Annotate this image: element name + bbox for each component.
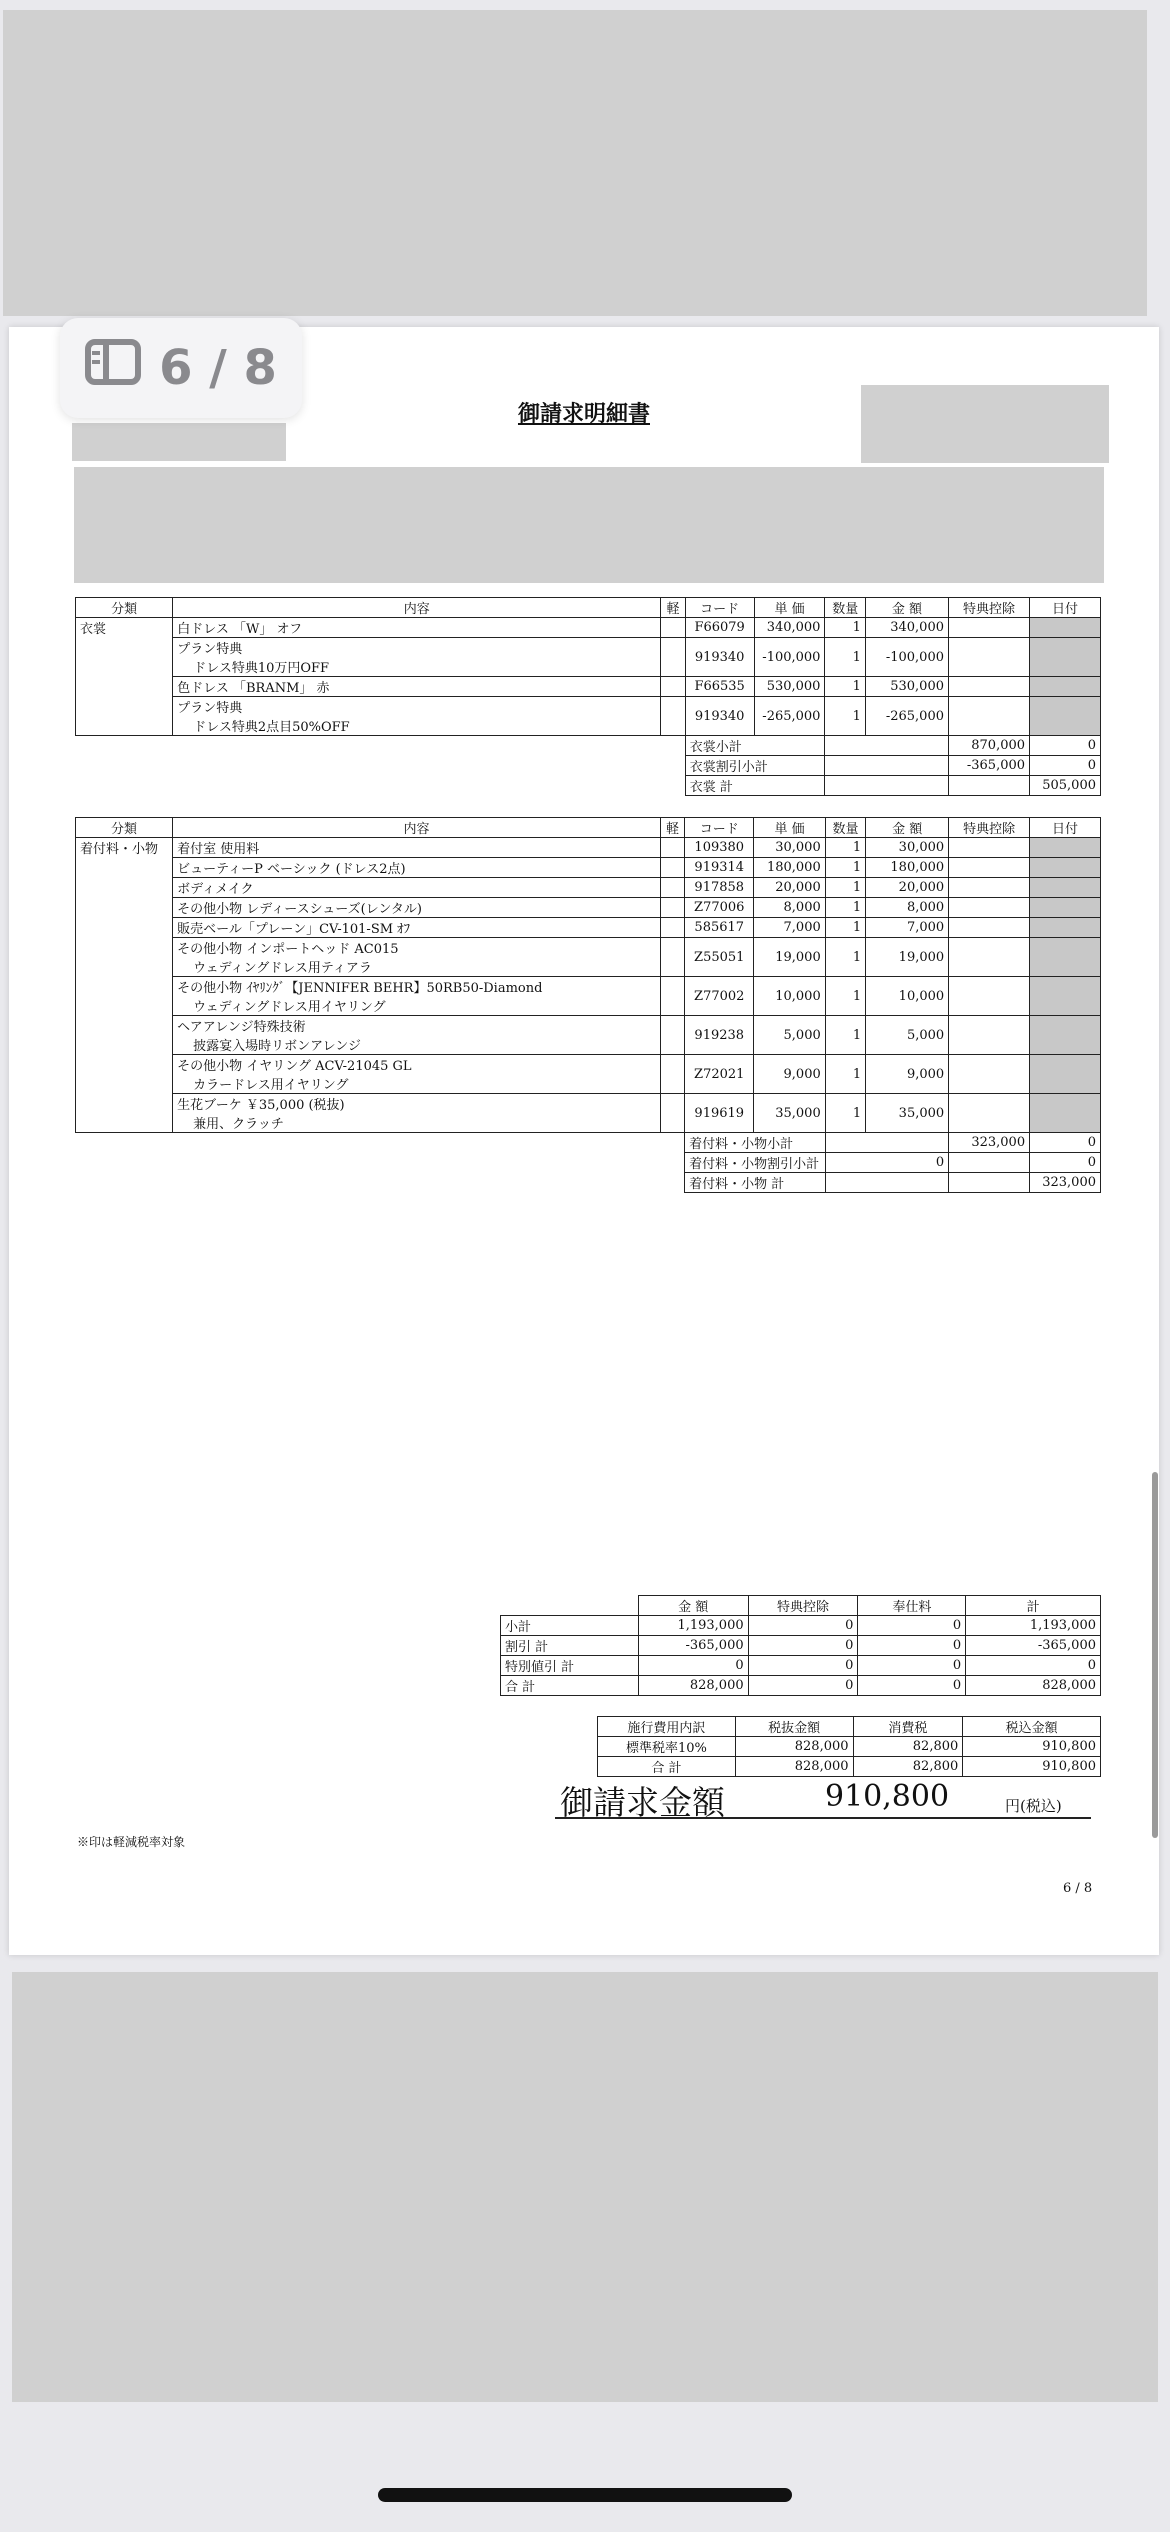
summary-mid	[825, 1133, 948, 1153]
summary-deduction: 323,000	[1030, 1173, 1101, 1193]
deduction-cell	[949, 1094, 1030, 1133]
table-header-row	[76, 598, 1101, 618]
content-cell	[173, 697, 661, 736]
summary-label: 着付料・小物割引小計	[685, 1153, 826, 1173]
column-header: 計	[966, 1596, 1101, 1616]
summary-mid	[825, 756, 949, 776]
date-cell	[1030, 977, 1101, 1016]
deduction-cell	[949, 697, 1030, 736]
summary-mid	[825, 736, 949, 756]
price-cell: 10,000	[754, 977, 825, 1016]
code-cell: 919619	[685, 1094, 754, 1133]
table-header-row	[76, 818, 1101, 838]
content-cell	[173, 898, 661, 918]
column-header: コード	[685, 598, 754, 618]
price-cell: -265,000	[754, 697, 825, 736]
summary-amount: 870,000	[949, 736, 1030, 756]
qty-cell: 1	[825, 977, 865, 1016]
value-cell: 0	[638, 1656, 748, 1676]
value-cell: 828,000	[735, 1737, 853, 1757]
reduced-tax-cell	[660, 858, 684, 878]
summary-mid	[825, 776, 949, 796]
column-header: 単 価	[754, 818, 825, 838]
item-name: ビューティーP ベーシック (ドレス2点)	[177, 862, 406, 877]
reduced-tax-cell	[660, 898, 684, 918]
table-row	[76, 697, 1101, 736]
table-row	[598, 1757, 1101, 1777]
date-cell	[1030, 898, 1101, 918]
value-cell: 0	[748, 1636, 858, 1656]
date-cell	[1030, 618, 1101, 638]
table-row	[76, 1055, 1101, 1094]
table-row	[76, 858, 1101, 878]
costume-table	[75, 597, 1101, 796]
reduced-tax-cell	[661, 697, 685, 736]
price-cell: 9,000	[754, 1055, 825, 1094]
content-cell	[173, 618, 661, 638]
value-cell: 1,193,000	[966, 1616, 1101, 1636]
value-cell: 0	[858, 1616, 966, 1636]
column-header: 内容	[173, 818, 661, 838]
item-name: 販売ベール「プレーン」CV-101-SM ｵﾌ	[177, 922, 411, 937]
code-cell: 917858	[685, 878, 754, 898]
reduced-tax-cell	[661, 618, 685, 638]
item-name: ヘアアレンジ特殊技術	[177, 1020, 306, 1035]
grand-total-amount: 910,800	[825, 1779, 950, 1814]
summary-spacer	[76, 756, 686, 776]
code-cell: 919340	[685, 638, 754, 677]
item-name: 生花ブーケ ￥35,000 (税抜)	[177, 1098, 345, 1113]
summary-row	[76, 1133, 1101, 1153]
summary-spacer	[76, 776, 686, 796]
table-row	[501, 1636, 1101, 1656]
qty-cell: 1	[825, 697, 866, 736]
table-row	[76, 977, 1101, 1016]
summary-row	[76, 1173, 1101, 1193]
table-row	[598, 1737, 1101, 1757]
column-header: 日付	[1030, 818, 1101, 838]
home-indicator[interactable]	[378, 2488, 792, 2502]
content-cell	[173, 1016, 661, 1055]
qty-cell: 1	[825, 838, 865, 858]
reduced-tax-cell	[661, 638, 685, 677]
qty-cell: 1	[825, 898, 865, 918]
value-cell: 1,193,000	[638, 1616, 748, 1636]
value-cell: 910,800	[963, 1757, 1101, 1777]
deduction-cell	[949, 677, 1030, 697]
content-cell	[173, 638, 661, 677]
qty-cell: 1	[825, 1016, 865, 1055]
qty-cell: 1	[825, 1055, 865, 1094]
column-header: 単 価	[754, 598, 825, 618]
code-cell: Z72021	[685, 1055, 754, 1094]
category-cell: 着付料・小物	[76, 838, 173, 1133]
amount-cell: 10,000	[866, 977, 949, 1016]
column-header: 特典控除	[748, 1596, 858, 1616]
content-cell	[173, 858, 661, 878]
category-cell: 衣裳	[76, 618, 173, 736]
redacted-header-left	[72, 423, 286, 461]
summary-amount: 323,000	[949, 1133, 1030, 1153]
item-name: プラン特典	[177, 642, 243, 657]
content-cell	[173, 918, 661, 938]
summary-row	[76, 1153, 1101, 1173]
amount-cell: 530,000	[865, 677, 948, 697]
table-row	[76, 677, 1101, 697]
qty-cell: 1	[825, 938, 865, 977]
summary-spacer	[76, 1173, 685, 1193]
date-cell	[1030, 938, 1101, 977]
price-cell: 35,000	[754, 1094, 825, 1133]
column-header	[501, 1596, 639, 1616]
column-header: 特典控除	[949, 818, 1030, 838]
content-cell	[173, 677, 661, 697]
date-cell	[1030, 858, 1101, 878]
summary-label: 着付料・小物小計	[685, 1133, 826, 1153]
document-title: 御請求明細書	[517, 401, 650, 427]
date-cell	[1030, 878, 1101, 898]
grand-total-label: 御請求金額	[560, 1783, 725, 1822]
footnote: ※印は軽減税率対象	[77, 1835, 186, 1849]
value-cell: 82,800	[853, 1757, 963, 1777]
table-row	[76, 878, 1101, 898]
reduced-tax-cell	[660, 938, 684, 977]
price-cell: 7,000	[754, 918, 825, 938]
page-indicator-badge[interactable]	[60, 318, 302, 418]
row-label: 割引 計	[501, 1636, 639, 1656]
value-cell: 0	[748, 1616, 858, 1636]
summary-label: 着付料・小物 計	[685, 1173, 826, 1193]
content-cell	[173, 838, 661, 858]
redacted-top-area	[3, 10, 1147, 316]
item-name: 色ドレス 「BRANM」 赤	[177, 681, 330, 696]
summary-label: 衣裳 計	[685, 776, 825, 796]
item-detail: ウェディングドレス用ティアラ	[193, 961, 372, 976]
amount-cell: 9,000	[866, 1055, 949, 1094]
header-row	[501, 1596, 1101, 1616]
page-number: 6 / 8	[1063, 1881, 1093, 1896]
summary-deduction: 0	[1030, 1133, 1101, 1153]
value-cell: 0	[858, 1676, 966, 1696]
column-header: 軽	[660, 818, 684, 838]
item-detail: ウェディングドレス用イヤリング	[193, 1000, 386, 1015]
code-cell: Z77002	[685, 977, 754, 1016]
price-cell: 8,000	[754, 898, 825, 918]
table-row	[501, 1616, 1101, 1636]
column-header: 消費税	[853, 1717, 963, 1737]
code-cell: 109380	[685, 838, 754, 858]
row-label: 合 計	[501, 1676, 639, 1696]
content-cell	[173, 938, 661, 977]
amount-cell: -265,000	[865, 697, 948, 736]
column-header: 金 額	[638, 1596, 748, 1616]
summary-label: 衣裳小計	[685, 736, 825, 756]
column-header: 内容	[173, 598, 661, 618]
column-header: 金 額	[865, 598, 948, 618]
summary-amount	[949, 776, 1030, 796]
value-cell: 0	[858, 1656, 966, 1676]
table-row	[76, 1094, 1101, 1133]
item-name: その他小物 イヤリング ACV-21045 GL	[177, 1059, 412, 1074]
qty-cell: 1	[825, 677, 866, 697]
tax-breakdown-table	[597, 1716, 1101, 1777]
column-header: 分類	[76, 598, 173, 618]
price-cell: 530,000	[754, 677, 825, 697]
item-name: プラン特典	[177, 701, 243, 716]
summary-label: 衣裳割引小計	[685, 756, 825, 776]
summary-deduction: 0	[1030, 756, 1101, 776]
amount-cell: 35,000	[866, 1094, 949, 1133]
date-cell	[1030, 1094, 1101, 1133]
price-cell: -100,000	[754, 638, 825, 677]
table-row	[76, 1016, 1101, 1055]
value-cell: 82,800	[853, 1737, 963, 1757]
code-cell: F66535	[685, 677, 754, 697]
column-header: 軽	[661, 598, 685, 618]
row-label: 標準税率10%	[598, 1737, 736, 1757]
qty-cell: 1	[825, 1094, 865, 1133]
item-name: その他小物 インポートヘッド AC015	[177, 942, 399, 957]
deduction-cell	[949, 638, 1030, 677]
column-header: 金 額	[866, 818, 949, 838]
header-row	[598, 1717, 1101, 1737]
summary-mid	[825, 1173, 948, 1193]
deduction-cell	[949, 938, 1030, 977]
grand-total-unit: 円(税込)	[1005, 1797, 1062, 1815]
deduction-cell	[949, 898, 1030, 918]
row-label: 特別値引 計	[501, 1656, 639, 1676]
qty-cell: 1	[825, 618, 866, 638]
value-cell: 0	[966, 1656, 1101, 1676]
table-row	[501, 1676, 1101, 1696]
amount-cell: 340,000	[865, 618, 948, 638]
date-cell	[1030, 638, 1101, 677]
item-name: その他小物 ｲﾔﾘﾝｸﾞ【JENNIFER BEHR】50RB50-Diamond	[177, 981, 543, 996]
column-header: 施行費用内訳	[598, 1717, 736, 1737]
deduction-cell	[949, 618, 1030, 638]
amount-cell: -100,000	[865, 638, 948, 677]
code-cell: 919238	[685, 1016, 754, 1055]
item-name: 白ドレス 「W」 オフ	[177, 622, 303, 637]
price-cell: 5,000	[754, 1016, 825, 1055]
price-cell: 180,000	[754, 858, 825, 878]
date-cell	[1030, 677, 1101, 697]
deduction-cell	[949, 918, 1030, 938]
amount-cell: 180,000	[866, 858, 949, 878]
amount-cell: 8,000	[866, 898, 949, 918]
column-header: 分類	[76, 818, 173, 838]
value-cell: 828,000	[638, 1676, 748, 1696]
content-cell	[173, 1055, 661, 1094]
date-cell	[1030, 1016, 1101, 1055]
code-cell: F66079	[685, 618, 754, 638]
column-header: 税込金額	[963, 1717, 1101, 1737]
table-row	[76, 938, 1101, 977]
amount-cell: 20,000	[866, 878, 949, 898]
code-cell: 919340	[685, 697, 754, 736]
item-name: 着付室 使用料	[177, 842, 260, 857]
date-cell	[1030, 918, 1101, 938]
column-header: 特典控除	[949, 598, 1030, 618]
value-cell: 0	[858, 1636, 966, 1656]
code-cell: Z55051	[685, 938, 754, 977]
price-cell: 20,000	[754, 878, 825, 898]
value-cell: -365,000	[966, 1636, 1101, 1656]
reduced-tax-cell	[660, 977, 684, 1016]
table-row	[501, 1656, 1101, 1676]
reduced-tax-cell	[660, 878, 684, 898]
value-cell: 828,000	[966, 1676, 1101, 1696]
date-cell	[1030, 1055, 1101, 1094]
item-name: その他小物 レディースシューズ(レンタル)	[177, 902, 422, 917]
grand-total	[555, 1777, 1091, 1822]
column-header: コード	[685, 818, 754, 838]
qty-cell: 1	[825, 858, 865, 878]
document-page	[9, 327, 1159, 1955]
amount-cell: 7,000	[866, 918, 949, 938]
summary-amount	[949, 1173, 1030, 1193]
summary-amount	[949, 1153, 1030, 1173]
summary-row	[76, 736, 1101, 756]
column-header: 税抜金額	[735, 1717, 853, 1737]
deduction-cell	[949, 858, 1030, 878]
amount-cell: 5,000	[866, 1016, 949, 1055]
totals-table	[500, 1595, 1101, 1696]
value-cell: 0	[748, 1656, 858, 1676]
reduced-tax-cell	[660, 1016, 684, 1055]
code-cell: 585617	[685, 918, 754, 938]
column-header: 日付	[1030, 598, 1101, 618]
item-detail: カラードレス用イヤリング	[193, 1078, 349, 1093]
row-label: 小計	[501, 1616, 639, 1636]
table-row	[76, 618, 1101, 638]
redacted-header-right	[861, 385, 1109, 463]
value-cell: -365,000	[638, 1636, 748, 1656]
qty-cell: 1	[825, 878, 865, 898]
summary-spacer	[76, 1133, 685, 1153]
reduced-tax-cell	[660, 1055, 684, 1094]
sidebar-toggle-icon	[85, 339, 141, 397]
reduced-tax-cell	[660, 838, 684, 858]
reduced-tax-cell	[661, 677, 685, 697]
table-row	[76, 918, 1101, 938]
table-row	[76, 898, 1101, 918]
page-indicator-text: 6 / 8	[159, 340, 277, 396]
date-cell	[1030, 838, 1101, 858]
column-header: 数量	[825, 598, 866, 618]
amount-cell: 30,000	[866, 838, 949, 858]
content-cell	[173, 878, 661, 898]
row-label: 合 計	[598, 1757, 736, 1777]
qty-cell: 1	[825, 638, 866, 677]
redacted-bottom-area	[12, 1972, 1158, 2402]
qty-cell: 1	[825, 918, 865, 938]
item-detail: ドレス特典2点目50%OFF	[193, 720, 350, 735]
column-header: 奉仕料	[858, 1596, 966, 1616]
summary-row	[76, 776, 1101, 796]
deduction-cell	[949, 838, 1030, 858]
dressing-accessories-table	[75, 817, 1101, 1193]
scrollbar[interactable]	[1152, 1472, 1158, 1838]
column-header: 数量	[825, 818, 865, 838]
item-detail: ドレス特典10万円OFF	[193, 661, 330, 676]
amount-cell: 19,000	[866, 938, 949, 977]
price-cell: 19,000	[754, 938, 825, 977]
summary-spacer	[76, 1153, 685, 1173]
deduction-cell	[949, 1055, 1030, 1094]
table-row	[76, 638, 1101, 677]
code-cell: Z77006	[685, 898, 754, 918]
item-detail: 披露宴入場時リボンアレンジ	[193, 1039, 361, 1054]
value-cell: 828,000	[735, 1757, 853, 1777]
price-cell: 30,000	[754, 838, 825, 858]
deduction-cell	[949, 1016, 1030, 1055]
summary-deduction: 0	[1030, 736, 1101, 756]
item-detail: 兼用、クラッチ	[193, 1117, 284, 1132]
code-cell: 919314	[685, 858, 754, 878]
price-cell: 340,000	[754, 618, 825, 638]
deduction-cell	[949, 977, 1030, 1016]
reduced-tax-cell	[660, 918, 684, 938]
deduction-cell	[949, 878, 1030, 898]
reduced-tax-cell	[660, 1094, 684, 1133]
value-cell: 910,800	[963, 1737, 1101, 1757]
content-cell	[173, 1094, 661, 1133]
summary-mid: 0	[825, 1153, 948, 1173]
redacted-customer-block	[74, 467, 1104, 583]
content-cell	[173, 977, 661, 1016]
table-row	[76, 838, 1101, 858]
value-cell: 0	[748, 1676, 858, 1696]
summary-row	[76, 756, 1101, 776]
summary-amount: -365,000	[949, 756, 1030, 776]
summary-deduction: 505,000	[1030, 776, 1101, 796]
item-name: ボディメイク	[177, 882, 254, 897]
summary-deduction: 0	[1030, 1153, 1101, 1173]
date-cell	[1030, 697, 1101, 736]
summary-spacer	[76, 736, 686, 756]
